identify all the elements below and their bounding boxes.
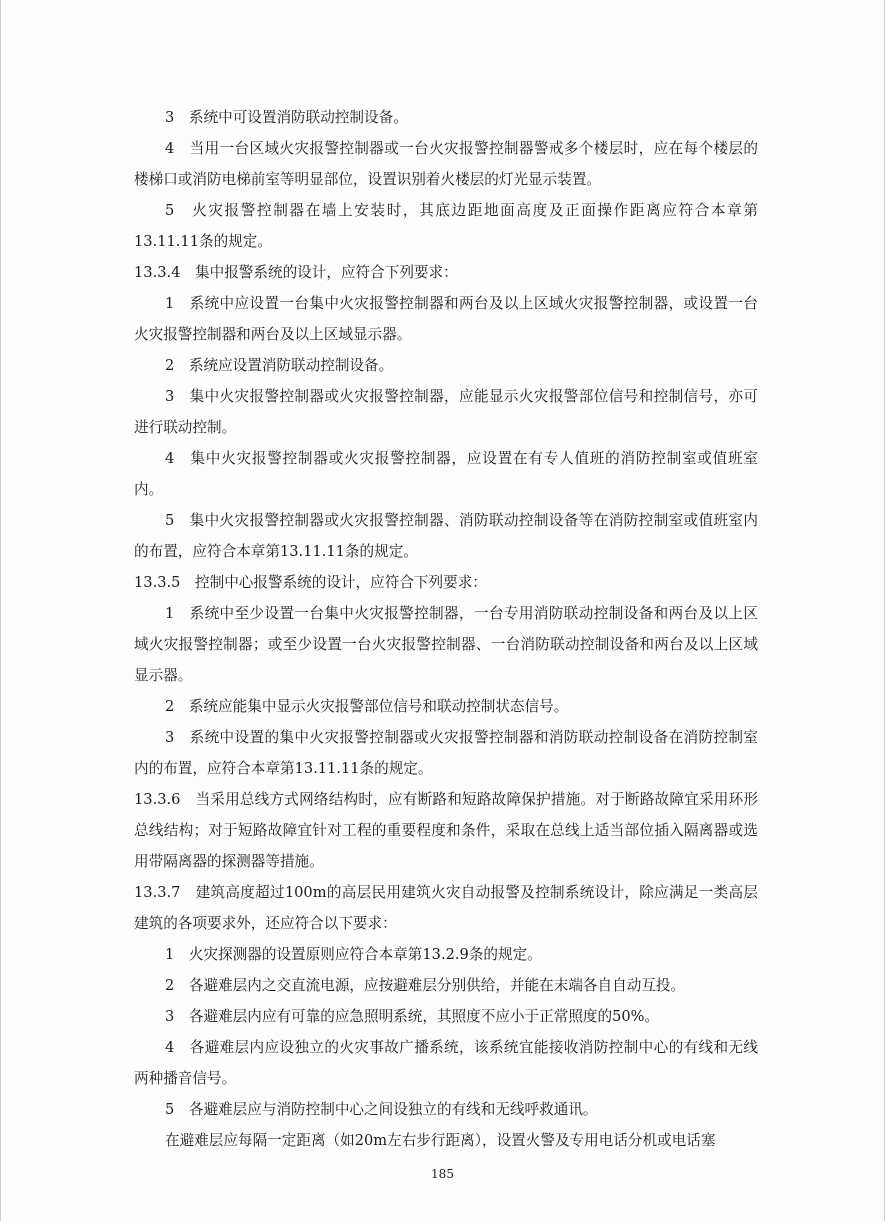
paragraph: 4 各避难层内应设独立的火灾事故广播系统，该系统宜能接收消防控制中心的有线和无线两种播音信号。 bbox=[134, 1039, 758, 1087]
paragraph: 5 火灾报警控制器在墙上安装时，其底边距地面高度及正面操作距离应符合本章第13.11.11条的规定。 bbox=[134, 202, 758, 250]
paragraph: 2 系统应能集中显示火灾报警部位信号和联动控制状态信号。 bbox=[165, 698, 569, 715]
clause-heading: 13.3.4 集中报警系统的设计，应符合下列要求： bbox=[134, 264, 458, 281]
paragraph: 3 系统中设置的集中火灾报警控制器或火灾报警控制器和消防联动控制设备在消防控制室内的布置，应符合本章第13.11.11条的规定。 bbox=[134, 729, 758, 777]
paragraph: 3 系统中可设置消防联动控制设备。 bbox=[165, 109, 408, 126]
paragraph: 3 各避难层内应有可靠的应急照明系统，其照度不应小于正常照度的50%。 bbox=[165, 1008, 660, 1025]
paragraph: 1 系统中应设置一台集中火灾报警控制器和两台及以上区域火灾报警控制器，或设置一台火灾报警控制器和两台及以上区域显示器。 bbox=[134, 295, 758, 343]
clause-heading: 13.3.5 控制中心报警系统的设计，应符合下列要求： bbox=[134, 574, 487, 591]
clause-heading: 13.3.7 建筑高度超过100m的高层民用建筑火灾自动报警及控制系统设计，除应满足一类高层建筑的各项要求外，还应符合以下要求： bbox=[134, 884, 758, 932]
paragraph: 4 当用一台区域火灾报警控制器或一台火灾报警控制器警戒多个楼层时，应在每个楼层的楼梯口或消防电梯前室等明显部位，设置识别着火楼层的灯光显示装置。 bbox=[134, 140, 758, 188]
paragraph: 4 集中火灾报警控制器或火灾报警控制器，应设置在有专人值班的消防控制室或值班室内。 bbox=[134, 450, 758, 498]
page-number: 185 bbox=[431, 1167, 454, 1181]
page-body bbox=[134, 102, 758, 1156]
paragraph: 1 系统中至少设置一台集中火灾报警控制器，一台专用消防联动控制设备和两台及以上区域火灾报警控制器；或至少设置一台火灾报警控制器、一台消防联动控制设备和两台及以上区域显示器。 bbox=[134, 605, 758, 684]
paragraph: 2 各避难层内之交直流电源，应按避难层分别供给，并能在末端各自自动互投。 bbox=[165, 977, 686, 994]
paragraph: 2 系统应设置消防联动控制设备。 bbox=[165, 357, 394, 374]
paragraph: 3 集中火灾报警控制器或火灾报警控制器，应能显示火灾报警部位信号和控制信号，亦可进行联动控制。 bbox=[134, 388, 758, 436]
paragraph: 1 火灾探测器的设置原则应符合本章第13.2.9条的规定。 bbox=[165, 946, 542, 963]
paragraph: 在避难层应每隔一定距离（如20m左右步行距离），设置火警及专用电话分机或电话塞 bbox=[165, 1132, 716, 1149]
clause-heading: 13.3.6 当采用总线方式网络结构时，应有断路和短路故障保护措施。对于断路故障宜采用环形总线结构；对于短路故障宜针对工程的重要程度和条件，采取在总线上适当部位插入隔离器或选用带隔离器的探测器等措施。 bbox=[134, 791, 758, 870]
paragraph: 5 各避难层应与消防控制中心之间设独立的有线和无线呼救通讯。 bbox=[165, 1101, 598, 1118]
paragraph: 5 集中火灾报警控制器或火灾报警控制器、消防联动控制设备等在消防控制室或值班室内的布置，应符合本章第13.11.11条的规定。 bbox=[134, 512, 758, 560]
